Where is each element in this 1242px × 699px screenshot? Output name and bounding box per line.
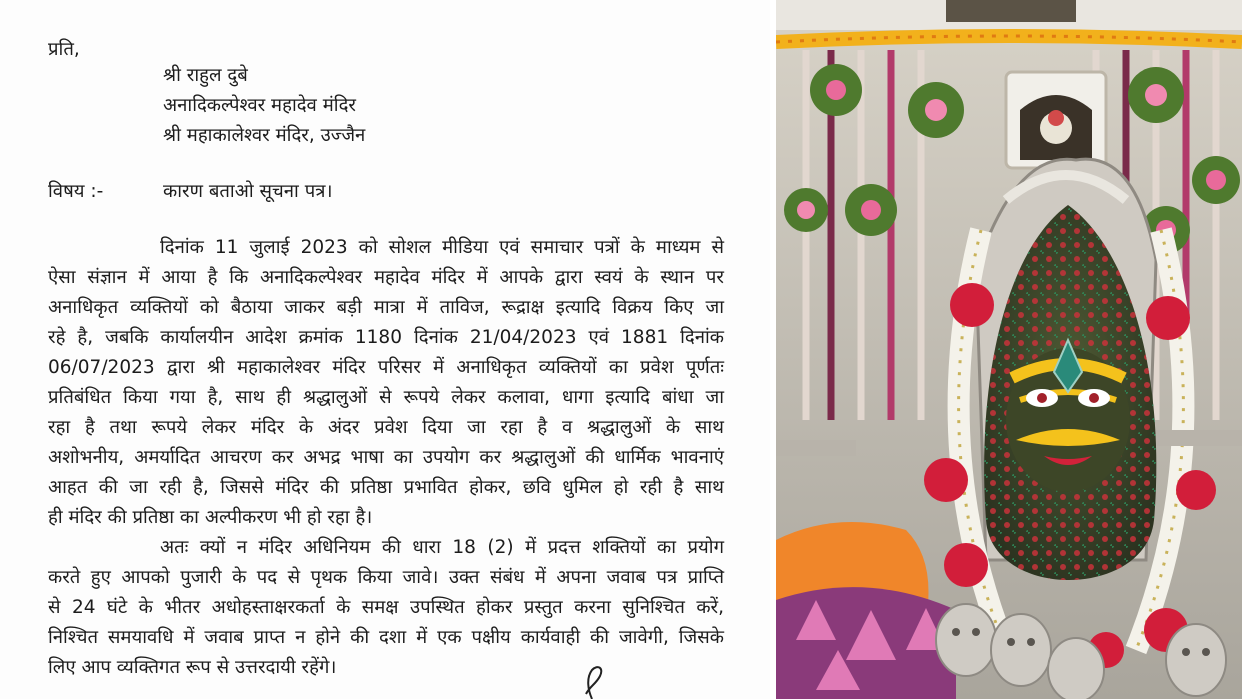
paragraph1-line: 06/07/2023 द्वारा श्री महाकालेश्वर मंदिर परिसर में अनाधिकृत व्यक्तियों का प्रवेश पूर्णतः [48,357,724,378]
paragraph1-line: दिनांक 11 जुलाई 2023 को सोशल मीडिया एवं समाचार पत्रों के माध्यम से [160,237,724,258]
paragraph1-line: अशोभनीय, अमर्यादित आचरण कर अभद्र भाषा का उपयोग कर श्रद्धालुओं की धार्मिक भावनाएं [48,447,724,468]
salutation: प्रति, [48,39,80,60]
addressee-name: श्री राहुल दुबे [163,65,248,86]
addressee-location: श्री महाकालेश्वर मंदिर, उज्जैन [163,125,366,146]
paragraph1-line: रहे है, जबकि कार्यालयीन आदेश क्रमांक 1180 दिनांक 21/04/2023 एवं 1881 दिनांक [48,327,724,348]
paragraph2-line: अतः क्यों न मंदिर अधिनियम की धारा 18 (2) में प्रदत्त शक्तियों का प्रयोग [160,537,724,558]
addressee-temple: अनादिकल्पेश्वर महादेव मंदिर [163,95,356,116]
subject-label: विषय :- [48,181,104,202]
paragraph1-line: ही मंदिर की प्रतिष्ठा का अल्पीकरण भी हो रहा है। [48,507,373,528]
mahakal-shrine-image [776,0,1242,699]
paragraph2-line: लिए आप व्यक्तिगत रूप से उत्तरदायी रहेंगे। [48,657,337,678]
subject-text: कारण बताओ सूचना पत्र। [163,181,333,202]
paragraph1-line: ऐसा संज्ञान में आया है कि अनादिकल्पेश्वर महादेव मंदिर में आपके द्वारा स्वयं के स्थान पर [48,267,724,288]
paragraph1-line: अनाधिकृत व्यक्तियों को बैठाया जाकर बड़ी मात्रा में ताविज, रूद्राक्ष इत्यादि विक्रय किए जा [48,297,724,318]
temple-photo [776,0,1242,699]
paragraph2-line: निश्चित समयावधि में जवाब प्राप्त न होने की दशा में एक पक्षीय कार्यवाही की जावेगी, जिसके [48,627,724,648]
paragraph1-line: प्रतिबंधित किया गया है, साथ ही श्रद्धालुओं से रूपये लेकर कलावा, धागा इत्यादि बांधा जा [48,387,724,408]
paragraph2-line: करते हुए आपको पुजारी के पद से पृथक किया जावे। उक्त संबंध में अपना जवाब पत्र प्राप्ति [48,567,724,588]
paragraph1-line: रहा है तथा रूपये लेकर मंदिर के अंदर प्रवेश दिया जा रहा है व श्रद्धालुओं के साथ [48,417,724,438]
paragraph1-line: आहत की जा रही है, जिससे मंदिर की प्रतिष्ठा प्रभावित होकर, छवि धुमिल हो रही है साथ [48,477,724,498]
signature-mark [540,650,620,699]
paragraph2-line: से 24 घंटे के भीतर अधोहस्ताक्षरकर्ता के समक्ष उपस्थित होकर प्रस्तुत करना सुनिश्चित करें, [48,597,724,618]
